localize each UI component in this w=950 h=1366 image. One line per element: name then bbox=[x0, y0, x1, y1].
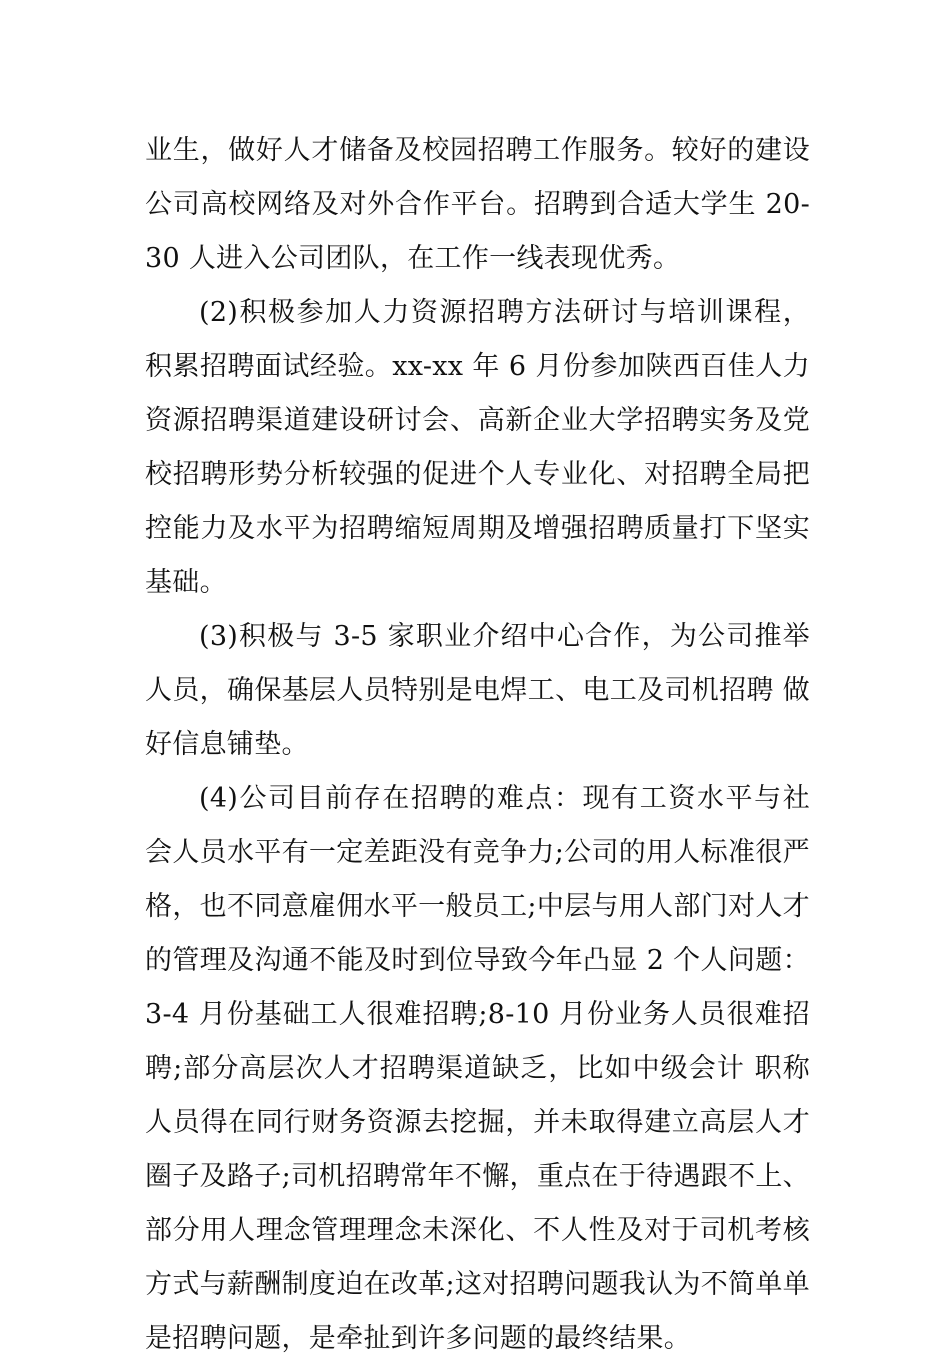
document-body bbox=[145, 124, 810, 1366]
paragraph-4: (4)公司目前存在招聘的难点：现有工资水平与社会人员水平有一定差距没有竞争力;公司的用人标准很严格，也不同意雇佣水平一般员工;中层与用人部门对人才的管理及沟通不能及时到位导致今年凸显 2 个人问题：3-4 月份基础工人很难招聘;8-10 月份业务人员很难招聘;部分高层次人才招聘渠道缺乏，比如中级会计 职称人员得在同行财务资源去挖掘，并未取得建立高层人才圈子及路子;司机招聘常年不懈，重点在于待遇跟不上、部分用人理念管理理念未深化、不人性及对于司机考核方式与薪酬制度迫在改革;这对招聘问题我认为不简单单是招聘问题，是牵扯到许多问题的最终结果。 bbox=[145, 783, 810, 1354]
paragraph-2: (2)积极参加人力资源招聘方法研讨与培训课程，积累招聘面试经验。xx-xx 年 6 月份参加陕西百佳人力资源招聘渠道建设研讨会、高新企业大学招聘实务及党校招聘形势分析较强的促进个人专业化、对招聘全局把控能力及水平为招聘缩短周期及增强招聘质量打下坚实基础。 bbox=[145, 297, 810, 598]
paragraph-3: (3)积极与 3-5 家职业介绍中心合作，为公司推举人员，确保基层人员特别是电焊工、电工及司机招聘 做好信息铺垫。 bbox=[145, 621, 810, 760]
paragraph-1: 业生，做好人才储备及校园招聘工作服务。较好的建设公司高校网络及对外合作平台。招聘到合适大学生 20-30 人进入公司团队，在工作一线表现优秀。 bbox=[145, 135, 810, 274]
